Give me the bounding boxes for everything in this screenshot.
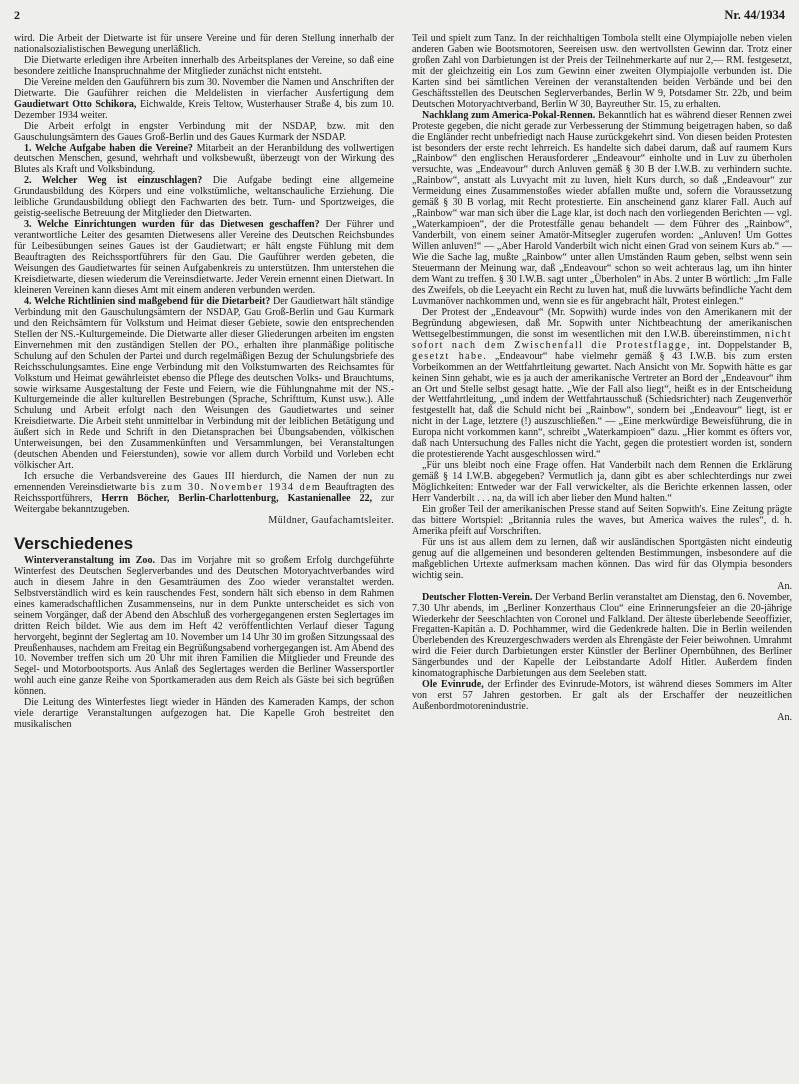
bold-address: Herrn Böcher, Berlin-Charlottenburg, Kastanienallee 22, [101,493,373,505]
paragraph: Ein großer Teil der amerikanischen Presse stand auf Seiten Sopwith's. Eine Zeitung prägte das bittere Wortspiel: „Britannia rules the waves, but America waives the rules“, d. h. Amerika pfeift auf Vorschriften. [412,503,792,537]
question-heading: 1. Welche Aufgabe haben die Vereine? [24,142,193,154]
issue-number: Nr. 44/1934 [724,8,785,22]
page-number: 2 [14,8,20,22]
right-column [412,34,792,731]
page-header [14,4,793,34]
paragraph: „Für uns bleibt noch eine Frage offen. Hat Vanderbilt nach dem Rennen die Erklärung gemäß § 14 I.W.B. abgegeben? Vermutlich ja, dann gibt es aber schlechterdings nur zwei Möglichkeiten: Entweder war der Fall verwickelter, als die Berichte erkennen lassen, oder Herr Vanderbilt . . . na, da will ich aber lieber den Mund halten.“ [412,460,792,505]
section-title: Verschiedenes [14,533,134,553]
paragraph: Der Protest der „Endeavour“ (Mr. Sopwith) wurde indes von den Amerikanern mit der Begründung abgewiesen, daß Mr. Sopwith unter Nichtbeachtung der amerikanischen Wettsegelbestimmungen, die sonst im wesentlichen mit den I.W.B. übereinstimmen, nicht sofort nach dem Zwischenfall die Protestflagge, int. Doppelstander B, gesetzt habe. „Endeavour“ habe vielmehr gemäß § 43 I.W.B. bis zum ersten Vorbeikommen an der Wettfahrtleitung gewartet. Nach Ansicht von Mr. Sopwith hätte es gar keinen Sinn gehabt, wie es ja auch der amerikanische Vertreter an Bord der „Endeavour“ ihm an Ort und Stelle selbst gesagt hatte. „Wie der Fall also liegt“, heißt es in der Entscheidung der Wettfahrtleitung, „und indem der Wettfahrtausschuß (Schiedsrichter) nach Zeugenverhör festgestellt hat, daß die Schuld nicht bei „Rainbow“, sondern bei „Endeavour“ liegt, ist er nicht in der Lage, letztere (!) auszuschließen.“ — „Eine merkwürdige Beweisführung, die in Europa nicht vorkommen kann“, schreibt „Waterkampioen“ dazu. „Hier kommt es öfters vor, daß nach Untersuchung des Falles nicht die Yacht, gegen die protestiert worden ist, sondern die protestierende Yacht ausgeschlossen wird.“ [412,306,793,461]
question-heading: 3. Welche Einrichtungen wurden für das Dietwesen geschaffen? [24,219,320,231]
article-paragraph: Nachklang zum America-Pokal-Rennen. Bekanntlich hat es während dieser Rennen zwei Proteste gegeben, die nicht gerade zur Verbesserung der Stimmung beigetragen haben, so daß die Engländer recht unbefriedigt nach Hause zurückgekehrt sind. Von diesen beiden Protesten ist besonders der erste recht lehrreich. Es handelte sich dabei darum, daß auf raumem Kurs „Rainbow“ den englischen Herausforderer „Endeavour“ einholte und in Luv zu überholen versuchte, was „Endeavour“ durch Anluven gemäß § 30 B der I.W.B. zu verhindern suchte. „Rainbow“, anstatt als Luvyacht mit zu luven, hielt Kurs durch, so daß „Endeavour“ zur Vermeidung eines Zusammenstoßes wieder abfallen mußte und, sofern die Voraussetzung gemäß § 30 B vorlag, mit Recht protestierte. Ein anscheinend ganz klarer Fall. Auch auf „Rainbow“ war man sich über die Lage klar, ist doch nach den vorliegenden Berichten — vgl. „Waterkampioen“, der die Protestfälle genau behandelt — dem Führer des „Rainbow“, Vanderbilt, von einem seiner Amatör-Mitsegler zugerufen worden: „Anluven! Um Gottes Willen anluven!“ — „Aber Harold Vanderbilt wich nicht einen Grad von seinem Kurs ab.“ — Wie die Sache lag, mußte „Rainbow“ unter allen Umständen Raum geben, selbst wenn sein Steuermann der Meinung war, daß „Endeavour“ schon so weit achteraus lag, um ihn hinter dem Want zu treffen. § 30 I.W.B. sagt unter „Überholen“ in Abs. 2 unter B wörtlich: „Im Falle des Zweifels, ob die Leeyacht ein Recht zu luven hat, muß die luvwärts befindliche Yacht dem Luvmanöver nachkommen und, wenn sie es für angebracht hält, Protest einlegen.“ [412,109,792,307]
author-initials: An. [777,712,792,724]
paragraph: Ich ersuche die Verbandsvereine des Gaues III hierdurch, die Namen der nun zu ernennenden Vereinsdietwarte bis zum 30. November 1934 dem Beauftragten des Reichssportführers, Herrn Böcher, Berlin-Charlottenburg, Kastanienallee 22, zur Weitergabe bekanntzugeben. [14,471,394,515]
bold-name: Gaudietwart Otto Schikora, [14,98,137,110]
signature: Müldner, Gaufachamtsleiter. [268,514,394,526]
question-paragraph: 1. Welche Aufgabe haben die Vereine? Mitarbeit an der Heranbildung des vollwertigen deutschen Menschen, gesund, wehrhaft und volksbewußt, überzeugt von der Wirkung des Blutes als Kraft und Volksbindung. [14,142,394,176]
article-heading: Nachklang zum America-Pokal-Rennen. [422,109,596,121]
article-heading: Winterveranstaltung im Zoo. [24,554,155,566]
question-heading: 2. Welcher Weg ist einzuschlagen? [24,175,203,187]
question-paragraph: 3. Welche Einrichtungen wurden für das Dietwesen geschaffen? Der Führer und verantwortliche Leiter des gesamten Dietwesens aller Vereine des Deutschen Reichsbundes für Leibesübungen seines Gaues ist der Gaudietwart; er hält engste Fühlung mit dem Beauftragten des Reichssportführers für den Gau. Die Gauführer werden gebeten, die Weisungen des Gaudietwartes für seinen Aufgabenkreis zu unterstützen. Ihm unterstehen die Kreisdietwarte, diesen wiederum die Vereinsdietwarte. Jeder Verein ernennt einen Dietwart. In kleineren Vereinen kann dieses Amt mit einem anderen verbunden werden. [14,219,394,296]
spaced-text: gesetzt habe. [412,350,488,362]
article-heading: Ole Evinrude, [422,679,484,691]
spaced-text: nicht sofort nach dem Zwischenfall die Protestflagge, [412,328,792,351]
paragraph: Teil und spielt zum Tanz. In der reichhaltigen Tombola stellt eine Olympiajolle neben vielen anderen Gaben wie Bootsmotoren, Seereisen usw. den wertvollsten Gewinn dar. Trotz einer großen Zahl von Darbietungen ist der Preis der Teilnehmerkarte auf nur 2,— RM. festgesetzt, mit der gleichzeitig ein Los zum Gewinn einer zweiten Olympiajolle verbunden ist. Die Karten sind bei sämtlichen Vereinen der veranstaltenden beiden Verbände und bei den Geschäftsstellen des Deutschen Seglerverbandes, Berlin W 9, Potsdamer Str. 22b, und beim Deutschen Motoryachtverband, Berlin W 30, Bayreuther Str. 15, zu erhalten. [412,33,792,110]
article-paragraph: Deutscher Flotten-Verein. Der Verband Berlin veranstaltet am Dienstag, den 6. November, 7.30 Uhr abends, im „Berliner Konzerthaus Clou“ eine Erinnerungsfeier an die 20-jährige Wiederkehr der Seeschlachten von Coronel und Falkland. Der älteste überlebende Seeoffizier, Fregatten-Kapitän a. D. Pochhammer, wird die Gedenkrede halten. Die in Berlin weilenden Überlebenden des Kreuzergeschwaders werden als Ehrengäste der Feier beiwohnen. Umrahmt wird die Feier durch Darbietungen erster Künstler der Berliner Opernbühnen, des Berliner Sängerbundes und der Kapelle der Leibstandarte Adolf Hitler. Außerdem finden kinomatographische Darbietungen aus dem Seeleben statt. [412,591,793,680]
question-paragraph: 2. Welcher Weg ist einzuschlagen? Die Aufgabe bedingt eine allgemeine Grundausbildung des Körpers und eine volkstümliche, weltanschauliche Erziehung. Die leibliche Grundausbildung obliegt den Fachwarten des betr. Turn- und Sportzweiges, die geistig-seelische Betreuung der Mitglieder den Dietwarten. [14,175,394,220]
article-paragraph: Winterveranstaltung im Zoo. Das im Vorjahre mit so großem Erfolg durchgeführte Winterfest des Deutschen Seglerverbandes und des Deutschen Motoryachtverbandes wird auch in diesem Jahre in den Gesamträumen des Zoo wieder veranstaltet werden. Selbstverständlich wird es kein rauschendes Fest, sondern hält sich ebenso in dem Rahmen eines kameradschaftlichen Zusammenseins, nur in dem Punkte unterscheidet es sich von seinem Vorgänger, daß der Abend den Abschluß des vorhergegangenen ersten Seglertages im dritten Reich bildet. Wie aus dem im Heft 42 veröffentlichten Verlauf dieser Tagung hervorgeht, beginnt der Seglertag am 10. November um 14 Uhr 30 im großen Sitzungssaal des Preußenhauses, nachdem am Freitag ein Begrüßungsabend vorhergegangen ist. Am Abend des 10. November treffen sich um 20 Uhr mit ihren Familien die Mitglieder und Freunde des Segel- und Motorbootsports. Aus Anlaß des Seglertages werden die Berliner Wassersportler wohl auch eine ganze Reihe von Sportkameraden aus dem Reich als Gäste bei sich begrüßen können. [14,554,394,698]
paragraph: wird. Die Arbeit der Dietwarte ist für unsere Vereine und für deren Stellung innerhalb der nationalsozialistischen Bewegung unerläßlich. [14,33,394,55]
question-heading: 4. Welche Richtlinien sind maßgebend für die Dietarbeit? [24,295,271,307]
paragraph: Die Leitung des Winterfestes liegt wieder in Händen des Kameraden Kamps, der schon viele derartige Veranstaltungen aufgezogen hat. Die Kapelle Groh bestreitet den musikalischen [14,697,394,731]
article-paragraph: Ole Evinrude, der Erfinder des Evinrude-Motors, ist während dieses Sommers im Alter von erst 57 Jahren gestorben. Er galt als der Erschaffer der neuzeitlichen Außenbordmotorenindustrie. [412,679,792,713]
paragraph: Für uns ist aus allem dem zu lernen, daß wir ausländischen Sportgästen nicht eindeutig genug auf die allgemeinen und besonderen geltenden Bestimmungen, insbesondere auf die maßgeblichen Urtexte aufmerksam machen können. Das wird für das Olympia besonders wichtig sein. [412,536,792,581]
paragraph: Die Dietwarte erledigen ihre Arbeiten innerhalb des Arbeitsplanes der Vereine, so daß eine besondere zeitliche Inanspruchnahme der Mitglieder zunächst nicht entsteht. [14,54,394,77]
question-paragraph: 4. Welche Richtlinien sind maßgebend für die Dietarbeit? Der Gaudietwart hält ständige Verbindung mit den Gauschulungsämtern der NSDAP, Gau Groß-Berlin und Gau Kurmark und den Reichsämtern für Volkstum und Heimat dieser Gebiete, sowie den entsprechenden Stellen der NS.-Kulturgemeinde. Die Dietwarte aller dieser Gliederungen arbeiten im engsten Einvernehmen mit den zuständigen Stellen der PO., erhalten ihre planmäßige politische Schulung auf den Schulen der Partei und durch regelmäßigen Bezug der Schulungsbriefe des Reichsschulungsamtes. Eine enge Verbindung mit den Volkstumwarten des Reichsamtes für Volkstum und Heimat gewährleistet ebenso die Pflege des deutschen Volks- und Brauchtums, sowie wirksame Ausgestaltung der Feste und Feiern, wie die Fühlungnahme mit der NS.-Kulturgemeinde die aller kulturellen Bestrebungen (Sprache, Schrifttum, Kunst usw.). Alle Schulung und Arbeit erfolgt nach den Weisungen des Gaudietwartes und seiner Kreisdietwarte. Die Arbeit steht unmittelbar in Verbindung mit der leiblichen Betätigung und äußert sich in Rede und Schrift in den Dietansprachen bei Übungsabenden, völkischen Unterweisungen, bei den Zusammenkünften und Versammlungen, bei Veranstaltungen (deutschen Abenden und Feierstunden), sowie vor allem durch Vorbild und Vorleben echt völkischer Art. [14,295,394,472]
paragraph: Die Arbeit erfolgt in engster Verbindung mit der NSDAP, bzw. mit den Gauschulungsämtern des Gaues Groß-Berlin und des Gaues Kurmark der NSDAP. [14,120,394,143]
text-columns [14,34,793,731]
spaced-text: bis zum 30. November 1934 dem [140,482,322,494]
article-heading: Deutscher Flotten-Verein. [422,591,533,603]
left-column [14,34,394,731]
paragraph: Die Vereine melden den Gauführern bis zum 30. November die Namen und Anschriften der Dietwarte. Die Gauführer reichen die Meldelisten in vierfacher Ausfertigung dem Gaudietwart Otto Schikora, Eichwalde, Kreis Teltow, Wusterhauser Straße 4, bis zum 10. Dezember 1934 weiter. [14,76,394,121]
author-initials: An. [777,580,792,592]
